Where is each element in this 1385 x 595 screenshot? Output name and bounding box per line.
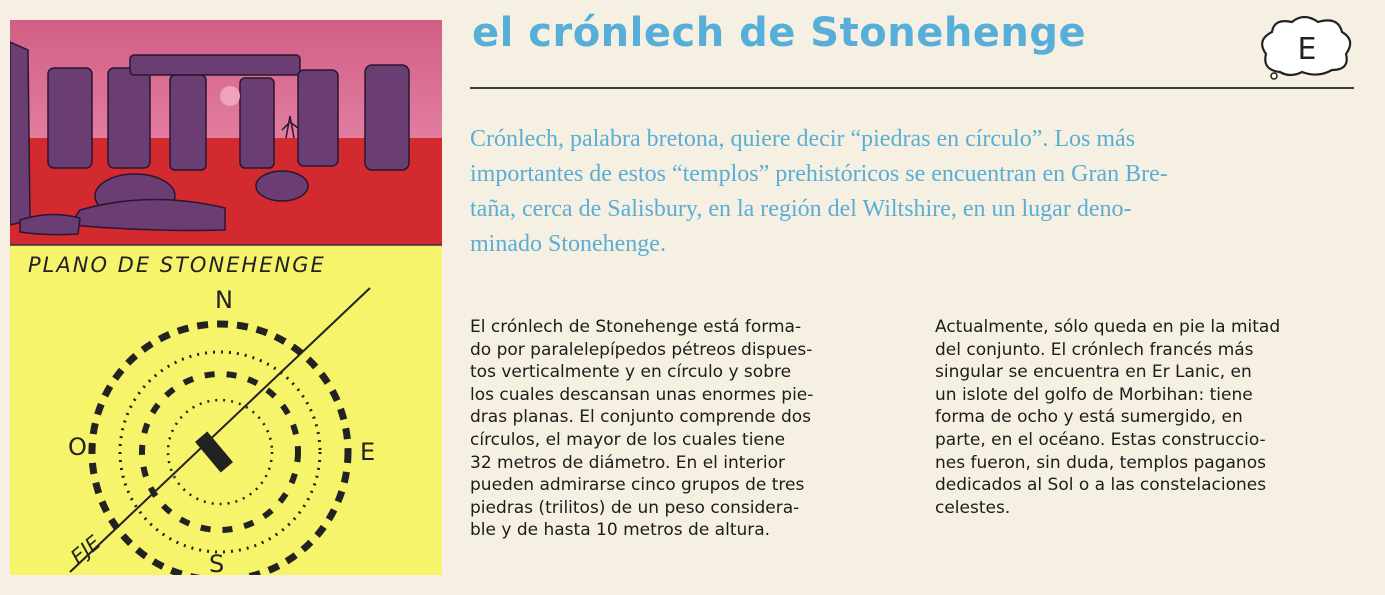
plan-heading: PLANO DE STONEHENGE <box>28 253 326 277</box>
stone <box>170 75 206 170</box>
title-divider <box>470 87 1354 89</box>
body-line: forma de ocho y está sumergido, en <box>935 407 1243 428</box>
stone-edge <box>10 42 30 225</box>
body-line: pueden admirarse cinco grupos de tres <box>470 475 805 496</box>
lintel <box>130 55 300 75</box>
body-line: 32 metros de diámetro. En el interior <box>470 452 786 473</box>
body-line: celestes. <box>935 497 1011 518</box>
intro-line: Crónlech, palabra bretona, quiere decir “piedras en círculo”. Los más <box>470 126 1136 152</box>
body-line: singular se encuentra en Er Lanic, en <box>935 362 1252 383</box>
stonehenge-illustration <box>10 20 442 575</box>
body-line: nes fueron, sin duda, templos paganos <box>935 452 1266 473</box>
south-label: S <box>209 550 225 575</box>
body-line: piedras (trilitos) de un peso considera- <box>470 497 800 518</box>
body-line: los cuales descansan unas enormes pie- <box>470 384 814 405</box>
east-label: E <box>360 438 376 466</box>
body-line: del conjunto. El crónlech francés más <box>935 339 1254 360</box>
stonehenge-scene <box>10 20 442 245</box>
intro-line: minado Stonehenge. <box>470 231 666 257</box>
fallen-stone <box>20 214 80 234</box>
body-line: círculos, el mayor de los cuales tiene <box>470 429 786 450</box>
body-line: do por paralelepípedos pétreos dispues- <box>470 339 813 360</box>
bubble-dot-icon <box>1271 73 1277 79</box>
body-line: un islote del golfo de Morbihan: tiene <box>935 384 1253 405</box>
section-badge <box>1258 14 1356 84</box>
body-line: Actualmente, sólo queda en pie la mitad <box>935 317 1281 337</box>
body-line: dras planas. El conjunto comprende dos <box>470 407 812 428</box>
body-column-2 <box>935 316 1367 519</box>
stone <box>240 78 274 168</box>
stonehenge-plan <box>10 246 442 575</box>
body-line: parte, en el océano. Estas construccio- <box>935 429 1266 450</box>
body-line: tos verticalmente y en círculo y sobre <box>470 362 792 383</box>
page-title: el crónlech de Stonehenge <box>472 10 1087 56</box>
stone <box>48 68 92 168</box>
intro-line: importantes de estos “templos” prehistóricos se encuentran en Gran Bre- <box>470 161 1168 187</box>
fallen-stone <box>256 171 308 201</box>
intro-line: taña, cerca de Salisbury, en la región del Wiltshire, en un lugar deno- <box>470 196 1132 222</box>
body-line: dedicados al Sol o a las constelaciones <box>935 475 1267 496</box>
body-column-1 <box>470 316 902 542</box>
axis-label: EJE <box>65 530 106 569</box>
sun <box>220 86 240 106</box>
west-label: O <box>68 433 87 461</box>
body-line: El crónlech de Stonehenge está forma- <box>470 317 802 337</box>
intro-paragraph <box>470 122 1360 262</box>
stone <box>365 65 409 170</box>
stone <box>298 70 338 166</box>
north-label: N <box>215 286 233 314</box>
body-line: ble y de hasta 10 metros de altura. <box>470 520 771 541</box>
badge-letter: E <box>1297 32 1317 67</box>
stone <box>108 68 150 168</box>
